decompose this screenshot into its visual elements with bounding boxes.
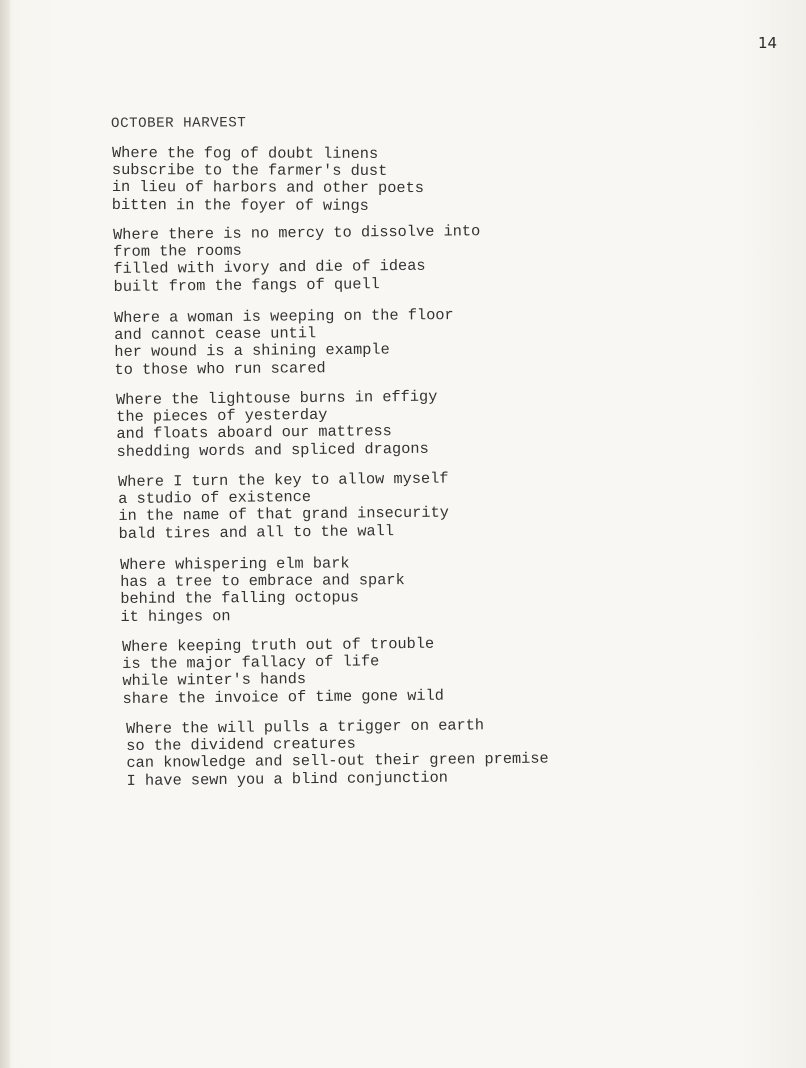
stanza: [126, 716, 673, 790]
poem-line: in lieu of harbors and other poets: [111, 178, 424, 198]
poem-line: Where there is no mercy to dissolve into: [112, 222, 481, 245]
poem-line: Where a woman is weeping on the floor: [113, 305, 454, 327]
poem-line: has a tree to embrace and spark: [120, 570, 405, 591]
poem-line: share the invoice of time gone wild: [122, 686, 444, 708]
poem-line: a studio of existence: [118, 488, 312, 509]
poem-line: behind the falling octopus: [120, 588, 360, 609]
poem-line: subscribe to the farmer's dust: [111, 161, 388, 181]
poem-line: Where whispering elm bark: [119, 554, 350, 574]
poem-line: shedding words and spliced dragons: [116, 439, 429, 461]
stanza: [113, 221, 673, 296]
stanza: [118, 469, 673, 544]
poem-line: Where keeping truth out of trouble: [121, 634, 435, 657]
poem-line: can knowledge and sell-out their green premise: [126, 750, 549, 773]
stanza: [112, 145, 672, 216]
poem-line: the pieces of yesterday: [116, 406, 328, 427]
stanza: [122, 633, 673, 708]
page-number: 14: [758, 34, 778, 52]
stanza: [114, 305, 673, 379]
poem-line: filled with ivory and die of ideas: [113, 257, 426, 279]
page-binding-edge: [0, 0, 10, 1068]
poem-line: Where I turn the key to allow myself: [117, 469, 449, 492]
poem-body: [112, 145, 672, 804]
poem-line: Where the will pulls a trigger on earth: [125, 716, 485, 739]
poem-line: Where the fog of doubt linens: [111, 144, 379, 163]
poem-line: Where the lightouse burns in effigy: [115, 387, 438, 410]
poem-line: it hinges on: [120, 606, 231, 626]
stanza: [116, 386, 673, 461]
poem-title: OCTOBER HARVEST: [111, 115, 247, 132]
poem-line: so the dividend creatures: [126, 735, 356, 756]
poem-line: and floats aboard our mattress: [116, 422, 392, 444]
poem-line: to those who run scared: [114, 358, 326, 379]
poem-line: in the name of that grand insecurity: [118, 504, 449, 526]
poem-line: I have sewn you a blind conjunction: [126, 768, 448, 790]
poem-line: built from the fangs of quell: [113, 275, 380, 296]
poem-line: while winter's hands: [122, 670, 307, 691]
poem-line: bald tires and all to the wall: [118, 522, 395, 543]
poem-line: bitten in the foyer of wings: [111, 195, 369, 215]
poem-line: and cannot cease until: [114, 324, 317, 344]
poem-line: her wound is a shining example: [114, 340, 390, 362]
stanza: [120, 553, 672, 626]
poem-line: is the major fallacy of life: [122, 652, 380, 674]
poem-line: from the rooms: [113, 242, 242, 262]
